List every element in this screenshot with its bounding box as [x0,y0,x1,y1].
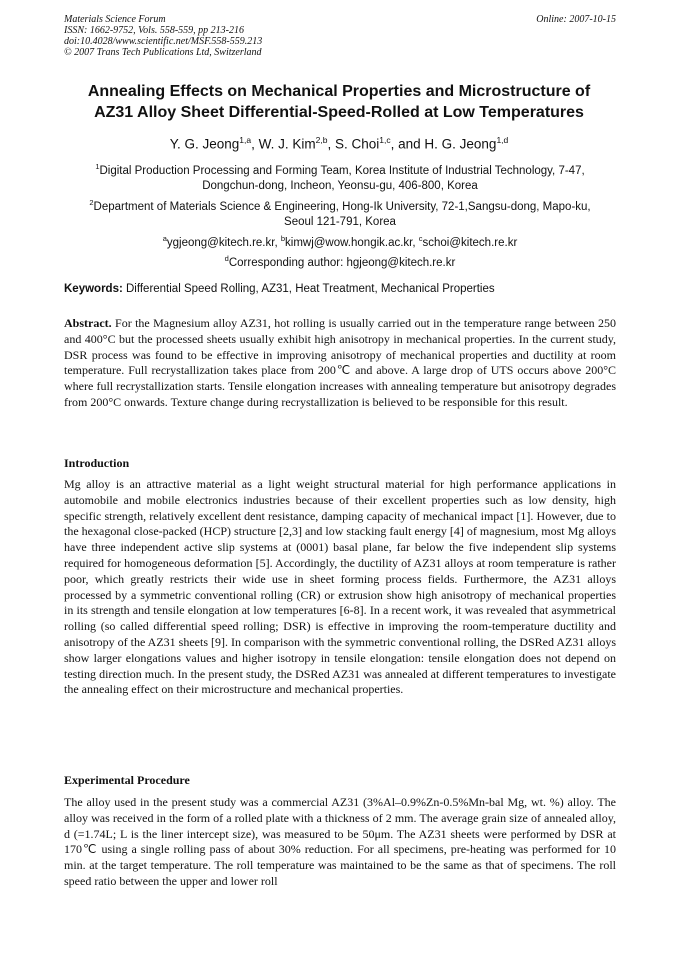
author-list [40,131,638,154]
affiliation-line: Dongchun-dong, Incheon, Yeonsu-gu, 406-800, Korea [202,179,478,192]
keywords-label: Keywords: [64,283,123,295]
author-sup: 1,a [239,135,252,145]
doi-line: doi:10.4028/www.scientific.net/MSF.558-559.213 [64,36,263,47]
email-block: $^a$ygjeong@kitech.re.kr, $^b$kimwj@wow.hongik.ac.kr, $^c$schoi@kitech.re.kr $^d$Corresponding author: hgjeong@kitech.re.kr [162,234,518,269]
issn-line: ISSN: 1662-9752, Vols. 558-559, pp 213-216 [64,25,244,36]
author-name: H. G. Jeong [424,136,497,152]
journal-header [64,14,616,58]
affiliation-sup: 2 [89,198,94,207]
experimental-heading: Experimental Procedure [64,773,190,787]
paper-title [40,81,638,123]
experimental-text: The alloy used in the present study was a commercial AZ31 (3%Al–0.9%Zn-0.5%Mn-bal Mg, wt. %) alloy. The alloy was received in the form of a rolled plate with a thickness of 2 mm. The average grain size of annealed alloy, d (=1.74L; L is the liner intercept size), was measured to be 50μm. The AZ31 sheets were performed by DSR at 170℃ using a single rolling pass of about 30% reduction. For all specimens, pre-heating was performed for 10 min. at the target temperature. The roll temperature was maintained to be the same as that of specimens. The roll speed ratio between the upper and lower roll [64,795,616,888]
introduction-heading: Introduction [64,456,130,470]
email-a[interactable]: ygjeong@kitech.re.kr [166,236,275,249]
author-name: S. Choi [334,136,380,152]
author-name: W. J. Kim [258,136,316,152]
author-sep: , and [390,136,425,152]
affiliation-line: Digital Production Processing and Forming Team, Korea Institute of Industrial Technology, 7-47, [99,164,585,177]
author-sup: 1,c [379,135,391,145]
copyright-line: © 2007 Trans Tech Publications Ltd, Switzerland [64,47,262,58]
email-sup: c [418,234,423,243]
email-sup: d [224,253,229,263]
corresponding-author[interactable]: Corresponding author: hgjeong@kitech.re.kr [228,256,456,269]
email-sup: b [280,234,286,243]
author-sep: , [251,136,259,152]
abstract-label: Abstract. [64,316,112,330]
title-line-1: Annealing Effects on Mechanical Properties and Microstructure of [87,83,591,100]
affiliation-line: Department of Materials Science & Engineering, Hong-Ik University, 72-1,Sangsu-dong, Mapo-ku, [93,200,591,213]
abstract [64,316,616,411]
keywords-text: Differential Speed Rolling, AZ31, Heat Treatment, Mechanical Properties [126,283,495,295]
affiliation-sup: 1 [95,162,100,171]
author-sup: 2,b [315,135,328,145]
author-sep: , [327,136,335,152]
journal-name: Materials Science Forum [64,14,166,25]
author-name: Y. G. Jeong [169,136,240,152]
online-date: Online: 2007-10-15 [536,14,616,25]
title-line-2: AZ31 Alloy Sheet Differential-Speed-Rolled at Low Temperatures [94,104,584,121]
affiliation-line: Seoul 121-791, Korea [284,215,396,228]
author-sup: 1,d [496,135,509,145]
email-b[interactable]: kimwj@wow.hongik.ac.kr [285,236,413,249]
keywords [64,282,616,297]
affiliation-2 [64,195,616,230]
email-c[interactable]: schoi@kitech.re.kr [422,236,518,249]
abstract-text: For the Magnesium alloy AZ31, hot rolling is usually carried out in the temperature range between 250 and 400°C but the processed sheets usually exhibit high anisotropy in mechanical properties. In the current study, DSR process was found to be effective in improving anisotropy of mechanical properties and ductility at room temperature. Full recrystallization takes place from 200℃ and above. A large drop of UTS occurs above 200°C where full recrystallization starts. Tensile elongation increases with annealing temperature but anisotropy degrades from 200°C onwards. Texture change during recrystallization is believed to be responsible for this result. [64,316,616,409]
introduction-text: Mg alloy is an attractive material as a light weight structural material for high performance applications in automobile and mobile electronics industries because of their excellent properties such as low density, high specific strength, relatively excellent dent resistance, damping capacity of mechanical impact [1]. However, due to the hexagonal close-packed (HCP) structure [2,3] and low stacking fault energy [4] of magnesium, most Mg alloys have three independent active slip systems at (0001) basal plane, far below the five independent slip systems required for homogeneous deformation [5]. Accordingly, the ductility of AZ31 alloys at room temperature is rather poor, which greatly restricts their wide use in sheet forming process fields. Furthermore, the AZ31 alloys processed by a symmetric conventional rolling (CR) or extrusion show high anisotropy of mechanical properties in its strength and tensile elongation at low temperatures [6-8]. In a recent work, it was revealed that asymmetrical rolling (so called differential speed rolling; DSR) is effective in improving the room-temperature ductility and anisotropy of the AZ31 sheets [9]. In comparison with the symmetric conventional rolling, the DSRed AZ31 alloys show larger elongations values and higher isotropy in tensile elongation: tensile elongation does not depend on testing direction much. In the present study, the DSRed AZ31 was annealed at different temperatures to investigate the annealing effect on their microstructure and mechanical properties. [64,477,616,697]
email-sup: a [162,234,167,243]
affiliation-1 [64,159,616,194]
